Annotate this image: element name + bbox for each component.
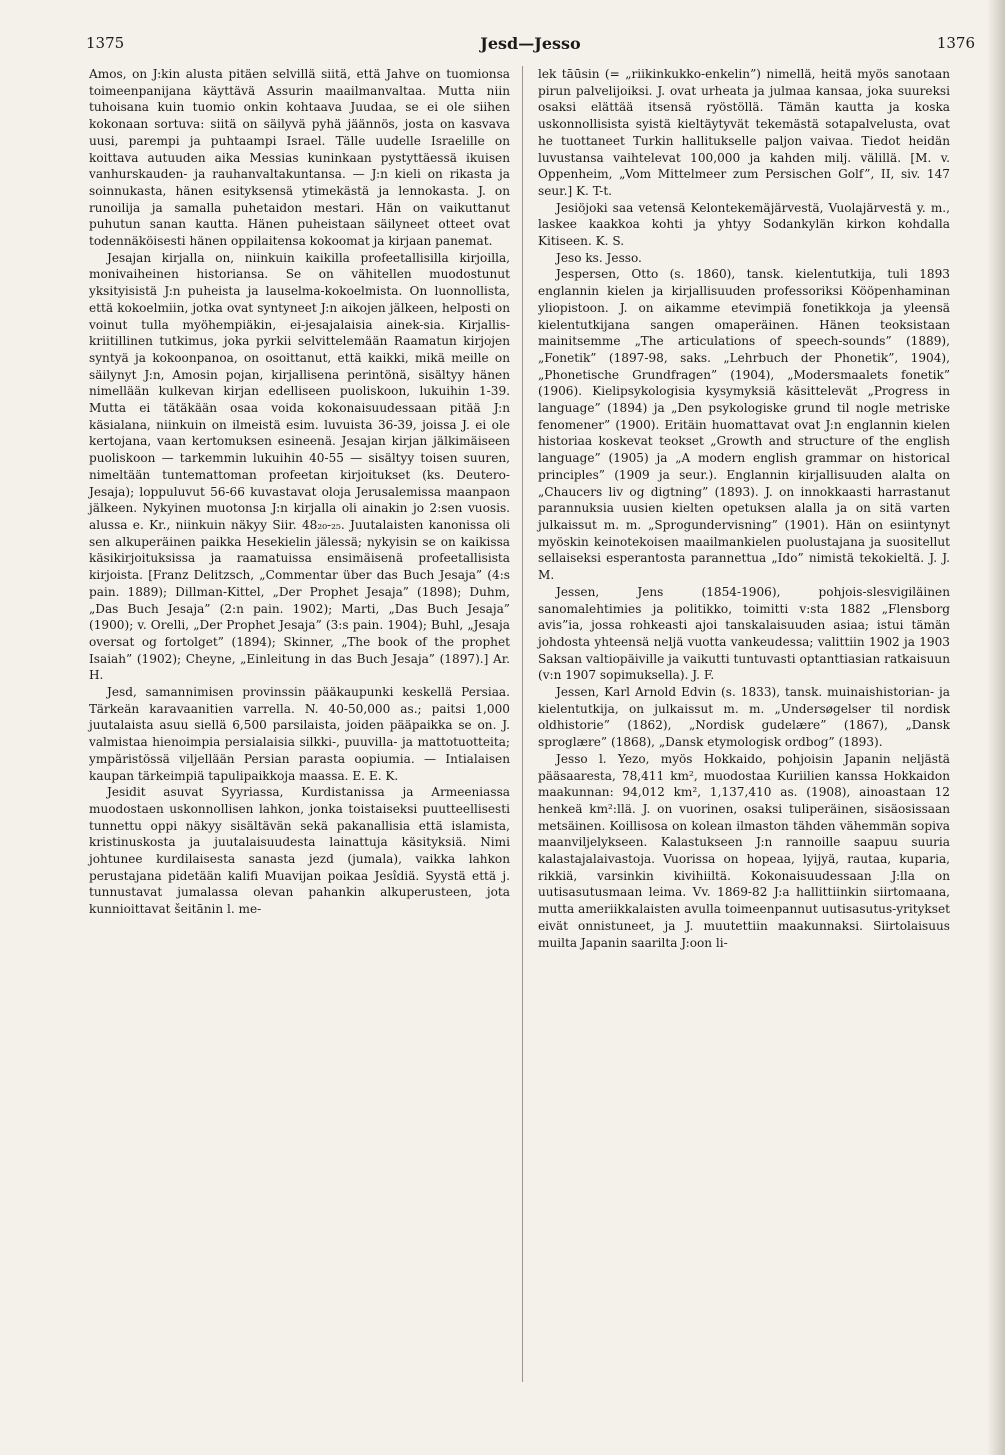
page-header — [86, 34, 975, 58]
paragraph-jesaja-intro: Amos, on J:kin alusta pitäen selvillä siitä, että Jahve on tuomionsa toimeenpanijana käyttävä Assurin maailmanvaltaa. Mutta niin tuhoisana kuin tuomio onkin kohtaava Juudaa, se ei ole siihen kokonaan sortuva: siitä on säilyvä pyhä jäännös, josta on kasvava uusi, parempi ja puhtaampi Israel. Tälle uudelle Israelille on koittava autuuden aika Messias kuninkaan pystyttäessä ikuisen vanhurskauden- ja rauhanvaltakuntansa. — J:n kieli on rikasta ja soinnukasta, hänen esityksensä ytimekästä ja lennokasta. J. on runoilija ja samalla puhetaidon mestari. Hän on vaikuttanut puhutun sanan kautta. Hänen puheistaan säilyneet otteet ovat todennäköisesti hänen oppilaitensa kokoomat ja kirjaan panemat. — [89, 67, 510, 249]
entry-jeso: Jeso ks. Jesso. — [556, 250, 642, 265]
paragraph-jesidit-cont: lek tāūsin (= „riikinkukko-enkelin”) nimellä, heitä myös sanotaan pirun palvelijoiksi. J. ovat urheata ja julmaa kansaa, joka suureksi osaksi elättää itsensä ryöstöllä. Tämän kautta ja koska uskonnollisista syistä kieltäytyvät tekemästä sotapalvelusta, ovat he tuottaneet Turkin hallitukselle paljon vaivaa. Tiedot heidän luvustansa vaihtelevat 100,000 ja kahden milj. välillä. [M. v. Oppenheim, „Vom Mittelmeer zum Persischen Golf”, II, siv. 147 seur.] K. T-t. — [538, 67, 950, 198]
running-title: Jesd—Jesso — [480, 34, 581, 53]
entry-jessen-karl: Jessen, Karl Arnold Edvin (s. 1833), tansk. muinaishistorian- ja kielentutkija, on julkaissut m. m. „Undersøgelser til nordisk oldhistorie” (1862), „Nordisk gudelære” (1867), „Dansk sproglære” (1868), „Dansk etymologisk ordbog” (1893). — [538, 685, 950, 750]
left-column — [89, 66, 510, 918]
entry-jespersen: Jespersen, Otto (s. 1860), tansk. kielentutkija, tuli 1893 englannin kielen ja kirjallisuuden professoriksi Kööpenhaminan yliopistoon. J. on aikamme etevimpiä fonetikkoja ja yleensä kielentutkijana sangen omaperäinen. Hänen teoksistaan mainitsemme „The articulations of speech-sounds” (1889), „Fonetik” (1897-98, saks. „Lehrbuch der Phonetik”, 1904), „Phonetische Grundfragen” (1904), „Modersmaalets fonetik” (1906). Kielipsykologisia kysymyksiä käsittelevät „Progress in language” (1894) ja „Den psykologiske grund til nogle metriske fenomener” (1900). Eritäin huomattavat ovat J:n englannin kielen historiaa koskevat teokset „Growth and structure of the english language” (1905) ja „A modern english grammar on historical principles” (1909 ja seur.). Englannin kirjallisuuden alalta on „Chaucers liv og digtning” (1893). J. on innokkaasti harrastanut parannuksia uusien kielten opetuksen alalla ja on sitä varten julkaissut m. m. „Sprogundervisning” (1901). Hän on esiintynyt myöskin keinotekoisen maailmankielen puolustajana ja suositellut sellaiseksi esperantosta parannettua „Ido” nimistä tekokieltä. J. J. M. — [538, 267, 950, 583]
entry-jesiojoki: Jesiöjoki saa vetensä Kelontekemäjärvestä, Vuolajärvestä y. m., laskee kaakkoa kohti ja yhtyy Sodankylän kirkon kohdalla Kitiseen. K. S. — [538, 200, 950, 249]
column-divider — [522, 66, 523, 1382]
entry-jesidit: Jesidit asuvat Syyriassa, Kurdistanissa ja Armeeniassa muodostaen uskonnollisen lahkon, jonka toistaiseksi puutteellisesti tunnettu oppi näkyy sisältävän sekä pakanallisia että islamista, kristinuskosta ja juutalaisuudesta lainattuja käsityksiä. Nimi johtunee kurdilaisesta sanasta jezd (jumala), vaikka lahkon perustajana pidetään kalifi Muavijan poikaa Jesîdiä. Syystä että j. tunnustavat jumalassa olevan pahankin alkuperusteen, jota kunnioittavat šeitānin l. me- — [89, 785, 510, 917]
page-number-right: 1376 — [936, 34, 975, 52]
page-number-left: 1375 — [86, 34, 125, 52]
paragraph-jesajan-kirja: Jesajan kirjalla on, niinkuin kaikilla profeetallisilla kirjoilla, monivaiheinen historiansa. Se on vähitellen muodostunut yksityisistä J:n puheista ja lauselma-kokoelmista. On luonnollista, että kokoelmiin, jotka ovat syntyneet J:n aikojen jälkeen, helposti on voinut tulla myöhempiäkin, ei-jesajalaisia ainek-sia. Kirjallis-kriitillinen tutkimus, joka pyrkii selvittelemään Raamatun kirjojen syntyä ja kokoonpanoa, on osoittanut, että kaikki, mikä meille on säilynyt J:n, Amosin pojan, kirjallisena perintönä, sisältyy hänen nimellään kulkevan kirjan edelliseen puoliskoon, lukuihin 1-39. Mutta ei tätäkään osaa voida kokonaisuudessaan pitää J:n käsialana, niinkuin on ilmeistä esim. luvuista 36-39, joissa J. ei ole kertojana, vaan kertomuksen esineenä. Jesajan kirjan jälkimäiseen puoliskoon — tarkemmin lukuihin 40-55 — sisältyy toisen suuren, nimeltään tuntemattoman profeetan kirjoitukset (ks. Deutero-Jesaja); loppuluvut 56-66 kuvastavat oloja Jerusalemissa maanpaon jälkeen. Nykyinen muotonsa J:n kirjalla oli ainakin jo 2:sen vuosis. alussa e. Kr., niinkuin näkyy Siir. 48₂₀-₂₅. Juutalaisten kanonissa oli sen alkuperäinen paikka Hesekielin jälessä; nykyisin se on kaikissa käsikirjoituksissa ja raamatuissa ensimäisenä profeetallisista kirjoista. [Franz Delitzsch, „Commentar über das Buch Jesaja” (4:s pain. 1889); Dillman-Kittel, „Der Prophet Jesaja” (1898); Duhm, „Das Buch Jesaja” (2:n pain. 1902); Marti, „Das Buch Jesaja” (1900); v. Orelli, „Der Prophet Jesaja” (3:s pain. 1904); Buhl, „Jesaja oversat og fortolget” (1894); Skinner, „The book of the prophet Isaiah” (1902); Cheyne, „Einleitung in das Buch Jesaja” (1897).] Ar. H. — [89, 250, 510, 683]
right-column — [538, 66, 950, 951]
page-edge-shadow — [987, 0, 1005, 1455]
entry-jesd: Jesd, samannimisen provinssin pääkaupunki keskellä Persiaa. Tärkeän karavaanitien varrella. N. 40-50,000 as.; paitsi 1,000 juutalaista asuu siellä 6,500 parsilaista, joiden pääpaikka se on. J. valmistaa hienoimpia persialaisia silkki-, puuvilla- ja mattotuotteita; ympäristössä viljellään Persian parasta oopiumia. — Intialaisen kaupan tärkeimpiä tapulipaikkoja maassa. E. E. K. — [89, 685, 510, 783]
entry-jessen-jens: Jessen, Jens (1854-1906), pohjois-slesvigiläinen sanomalehtimies ja politikko, toimitti v:sta 1882 „Flensborg avis”ia, jossa rohkeasti ajoi tanskalaisuuden asiaa; istui tämän johdosta yhteensä neljä vuotta vankeudessa; valittiin 1902 ja 1903 Saksan valtiopäiville ja vaikutti tuntuvasti optanttiasian ratkaisuun (v:n 1907 sopimuksella). J. F. — [538, 584, 950, 683]
entry-jesso: Jesso l. Yezo, myös Hokkaido, pohjoisin Japanin neljästä pääsaaresta, 78,411 km², muodostaa Kuriilien kanssa Hokkaidon maakunnan: 94,012 km², 1,137,410 as. (1908), ainoastaan 12 henkeä km²:llä. J. on vuorinen, osaksi tuliperäinen, sisäosissaan metsäinen. Koillisosa on kolean ilmaston tähden vähemmän sopiva maanviljelykseen. Kalastukseen J:n rannoille saapuu suuria kalastajalaivastoja. Vuorissa on hopeaa, lyijyä, rautaa, kuparia, rikkiä, varsinkin kivihiiltä. Kokonaisuudessaan J:lla on uutisasutusmaan leima. Vv. 1869-82 J:a hallittiinkin siirtomaana, mutta ameriikkalaisten avulla toimeenpannut uutisasutus-yritykset eivät onnistuneet, ja J. muutettiin maakunnaksi. Siirtolaisuus muilta Japanin saarilta J:oon li- — [538, 751, 950, 950]
